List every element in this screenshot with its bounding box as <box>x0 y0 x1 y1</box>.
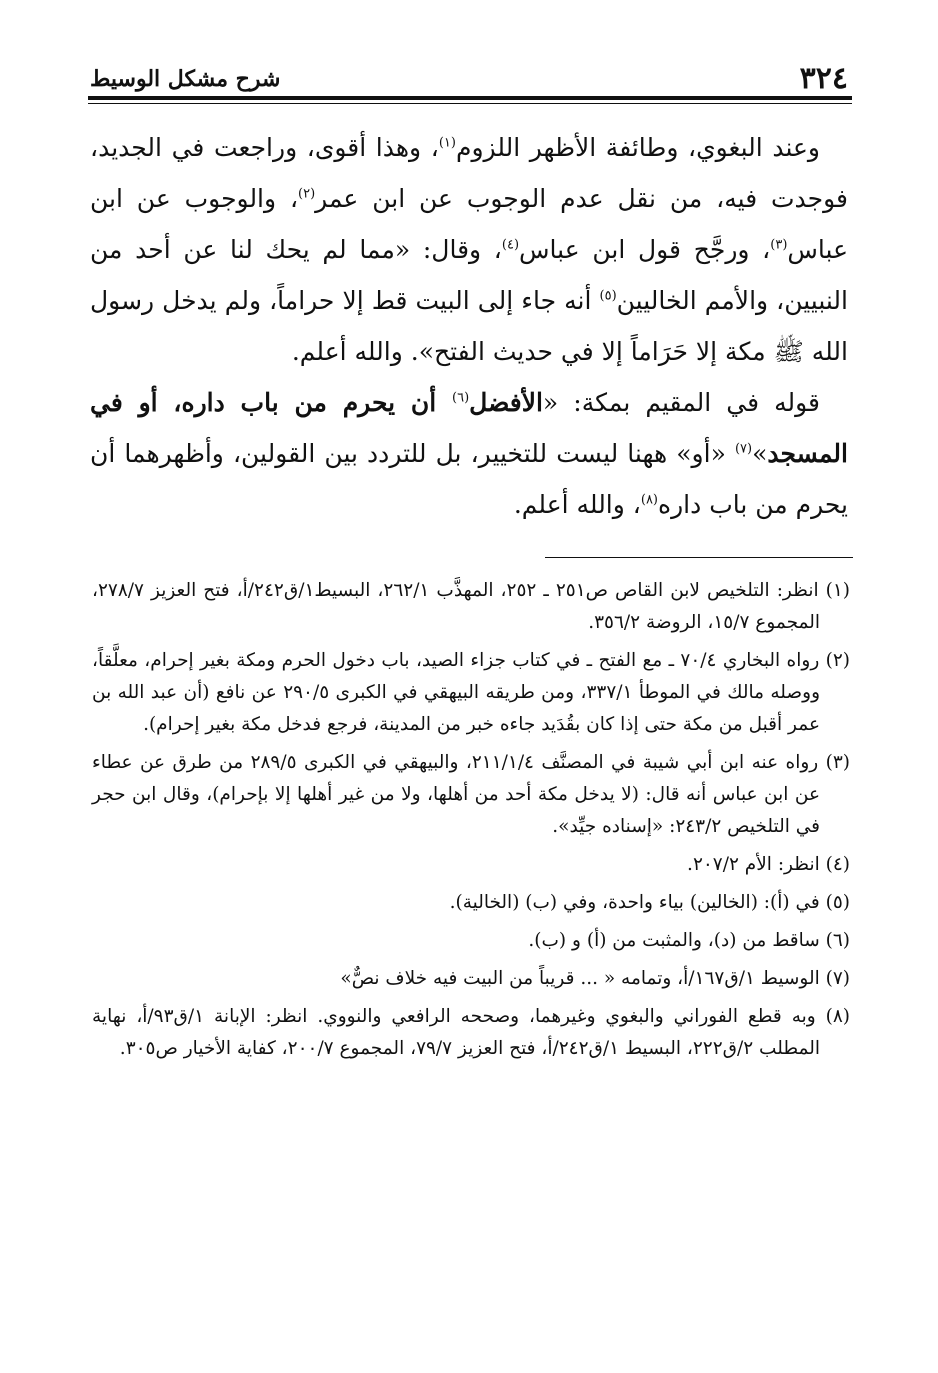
paragraph-1 <box>90 122 848 377</box>
header-rule-thin <box>88 103 852 104</box>
footnote-marker: (١) <box>438 135 456 151</box>
page-number: ٣٢٤ <box>799 61 848 96</box>
text-run: «أو» ههنا ليست للتخيير، بل للتردد بين القولين، وأظهرهما أن يحرم من باب داره <box>90 439 848 519</box>
footnote-marker: (٢) <box>298 186 316 202</box>
text-run: ، وقال: «مما لم يحك لنا عن أحد من النبيين، والأمم الخاليين <box>90 235 848 315</box>
footnote-3: (٣) رواه عنه ابن أبي شيبة في المصنَّف ٢١١/١/٤، والبيهقي في الكبرى ٢٨٩/٥ من طرق عن عطاء عن ابن عباس أنه قال: (لا يدخل مكة أحد من أهلها، ولا من غير أهلها إلا بإحرام)، وقال ابن حجر في التلخيص ٢٤٣/٢: «إسناده جيِّد». <box>92 752 850 837</box>
quoted-text-bold: الأفضل <box>469 388 543 417</box>
text-run: وعند البغوي، وطائفة الأظهر اللزوم <box>455 133 820 162</box>
footnote-1: (١) انظر: التلخيص لابن القاص ص٢٥١ ـ ٢٥٢، المهذَّب ٢٦٢/١، البسيط١/ق٢٤٢/أ، فتح العزيز ٢٧٨/٧، المجموع ١٥/٧، الروضة ٣٥٦/٢. <box>92 580 851 633</box>
footnote-separator <box>545 557 853 558</box>
text-run: ، وهذا أقوى، وراجعت في الجديد، فوجدت فيه، من نقل عدم الوجوب عن ابن عمر <box>90 133 848 213</box>
footnote-6: (٦) ساقط من (د)، والمثبت من (أ) و (ب). <box>528 930 850 951</box>
footnote-7: (٧) الوسيط ١/ق١٦٧/أ، وتمامه « ... قريباً من البيت فيه خلاف نصٌّ» <box>340 968 850 989</box>
book-title: شرح مشكل الوسيط <box>90 66 281 92</box>
footnote-marker: (٦) <box>452 390 470 406</box>
header-rule-thick <box>88 96 852 100</box>
footnotes <box>92 575 850 1071</box>
footnote-5: (٥) في (أ): (الخالين) بياء واحدة، وفي (ب) (الخالية). <box>449 892 850 913</box>
text-run: أنه جاء إلى البيت قط إلا حراماً، ولم يدخل رسول الله ﷺ مكة إلا حَرَاماً إلا في حديث الفتح». والله أعلم. <box>90 286 848 366</box>
footnote-marker: (٧) <box>734 441 753 457</box>
main-text <box>90 122 848 530</box>
text-run: ، والله أعلم. <box>513 490 641 519</box>
text-run: ، ورجَّح قول ابن عباس <box>519 235 771 264</box>
footnote-2: (٢) رواه البخاري ٧٠/٤ ـ مع الفتح ـ في كتاب جزاء الصيد، باب دخول الحرم ومكة بغير إحرام، معلَّقاً، ووصله مالك في الموطأ ٣٣٧/١، ومن طريقه البيهقي في الكبرى ٢٩٠/٥ عن نافع (أن عبد الله بن عمر أقبل من مكة حتى إذا كان بقُدَيد جاءه خبر من المدينة، فرجع فدخل مكة بغير إحرام). <box>92 650 850 735</box>
footnote-marker: (٨) <box>640 492 658 508</box>
footnote-marker: (٤) <box>501 237 520 253</box>
text-run: » <box>752 439 768 468</box>
text-run: قوله في المقيم بمكة: « <box>542 388 820 417</box>
footnote-marker: (٣) <box>770 237 788 253</box>
paragraph-2 <box>90 377 848 530</box>
page-header <box>90 62 848 96</box>
footnote-4: (٤) انظر: الأم ٢٠٧/٢. <box>687 854 850 875</box>
quoted-text-bold: أن يحرم من باب داره، أو في المسجد <box>90 388 848 468</box>
text-run: ، والوجوب عن ابن عباس <box>90 184 848 264</box>
footnote-8: (٨) وبه قطع الفوراني والبغوي وغيرهما، وصححه الرافعي والنووي. انظر: الإبانة ١/ق٩٣/أ، نهاية المطلب ٢/ق٢٢٢، البسيط ١/ق٢٤٢/أ، فتح العزيز ٧٩/٧، المجموع ٢٠٠/٧، كفاية الأخيار ص٣٠٥. <box>92 1006 851 1059</box>
footnote-marker: (٥) <box>599 288 617 304</box>
